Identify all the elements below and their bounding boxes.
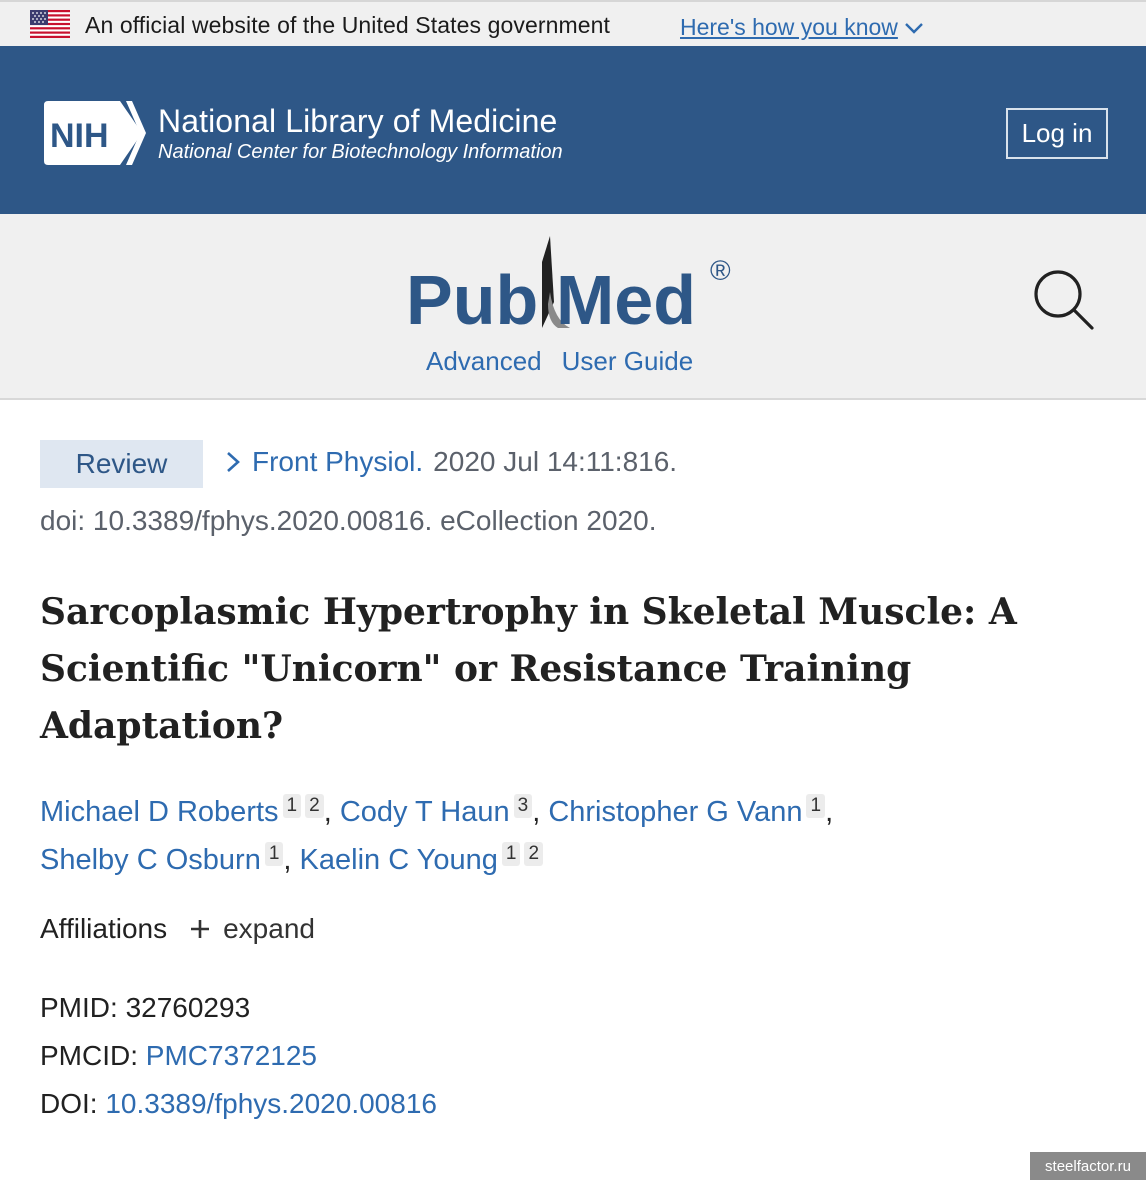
- publication-date: 2020 Jul 14:11:816.: [433, 446, 678, 477]
- pmcid-link[interactable]: PMC7372125: [145, 1040, 318, 1071]
- pmcid-label: PMCID:: [40, 1040, 138, 1071]
- pubmed-logo-med: Med: [556, 261, 696, 339]
- gov-banner-text: An official website of the United States government: [85, 12, 611, 38]
- nlm-title[interactable]: National Library of Medicine: [158, 103, 558, 139]
- login-button[interactable]: Log in: [1006, 108, 1108, 159]
- heres-how-you-know-link[interactable]: [680, 14, 924, 41]
- us-flag-icon: [30, 10, 70, 38]
- doi-citation: doi: 10.3389/fphys.2020.00816. eCollection 2020.: [40, 505, 657, 536]
- expand-affiliations-button[interactable]: expand: [223, 913, 315, 944]
- doi-link[interactable]: 10.3389/fphys.2020.00816: [105, 1088, 437, 1119]
- user-guide-link[interactable]: User Guide: [561, 346, 694, 376]
- pmid-value: 32760293: [125, 992, 251, 1023]
- advanced-search-link[interactable]: Advanced: [426, 346, 542, 376]
- nih-logo-text: NIH: [50, 117, 109, 155]
- search-icon[interactable]: [1032, 268, 1096, 332]
- author-link[interactable]: Kaelin C Young: [299, 844, 498, 876]
- affiliations-row: [40, 913, 315, 945]
- pubmed-logo[interactable]: [402, 232, 746, 342]
- author-list: Michael D Roberts 1 2 , Cody T Haun 3 , Christopher G Vann 1 , Shelby C Osburn 1 , Kaelin C Young 1 2: [40, 795, 834, 876]
- citation-line: [224, 446, 677, 478]
- journal-link[interactable]: Front Physiol.: [252, 446, 424, 477]
- pubmed-nav: [426, 346, 693, 377]
- affiliation-ref[interactable]: 1: [502, 842, 521, 866]
- author-link[interactable]: Christopher G Vann: [548, 796, 803, 828]
- registered-mark: ®: [710, 255, 731, 286]
- pmid-row: [40, 984, 437, 1032]
- heres-how-you-know-label: Here's how you know: [680, 14, 898, 40]
- pmid-label: PMID:: [40, 992, 118, 1023]
- affiliation-ref[interactable]: 2: [305, 794, 324, 818]
- chevron-right-icon: [224, 449, 242, 475]
- affiliation-ref[interactable]: 2: [524, 842, 543, 866]
- article-type-badge: Review: [40, 440, 203, 488]
- gov-banner: [0, 0, 1146, 46]
- article-title: Sarcoplasmic Hypertrophy in Skeletal Muscle: A Scientific "Unicorn" or Resistance Training Adaptation?: [40, 591, 1017, 747]
- affiliation-ref[interactable]: 1: [806, 794, 825, 818]
- author-link[interactable]: Cody T Haun: [339, 796, 510, 828]
- doi-label: DOI:: [40, 1088, 98, 1119]
- pmcid-row: [40, 1032, 437, 1080]
- author-link[interactable]: Shelby C Osburn: [40, 844, 261, 876]
- nih-logo-icon[interactable]: [42, 99, 146, 167]
- affiliation-ref[interactable]: 3: [514, 794, 533, 818]
- ncbi-subtitle: National Center for Biotechnology Information: [158, 141, 563, 163]
- affiliations-label: Affiliations: [40, 913, 168, 944]
- chevron-down-icon: [904, 21, 924, 35]
- watermark: steelfactor.ru: [1030, 1152, 1146, 1180]
- plus-icon[interactable]: [189, 918, 211, 940]
- author-link[interactable]: Michael D Roberts: [40, 796, 279, 828]
- pubmed-logo-pub: Pub: [406, 261, 539, 339]
- affiliation-ref[interactable]: 1: [283, 794, 302, 818]
- doi-row: [40, 1080, 437, 1128]
- affiliation-ref[interactable]: 1: [265, 842, 284, 866]
- article-identifiers: [40, 984, 437, 1128]
